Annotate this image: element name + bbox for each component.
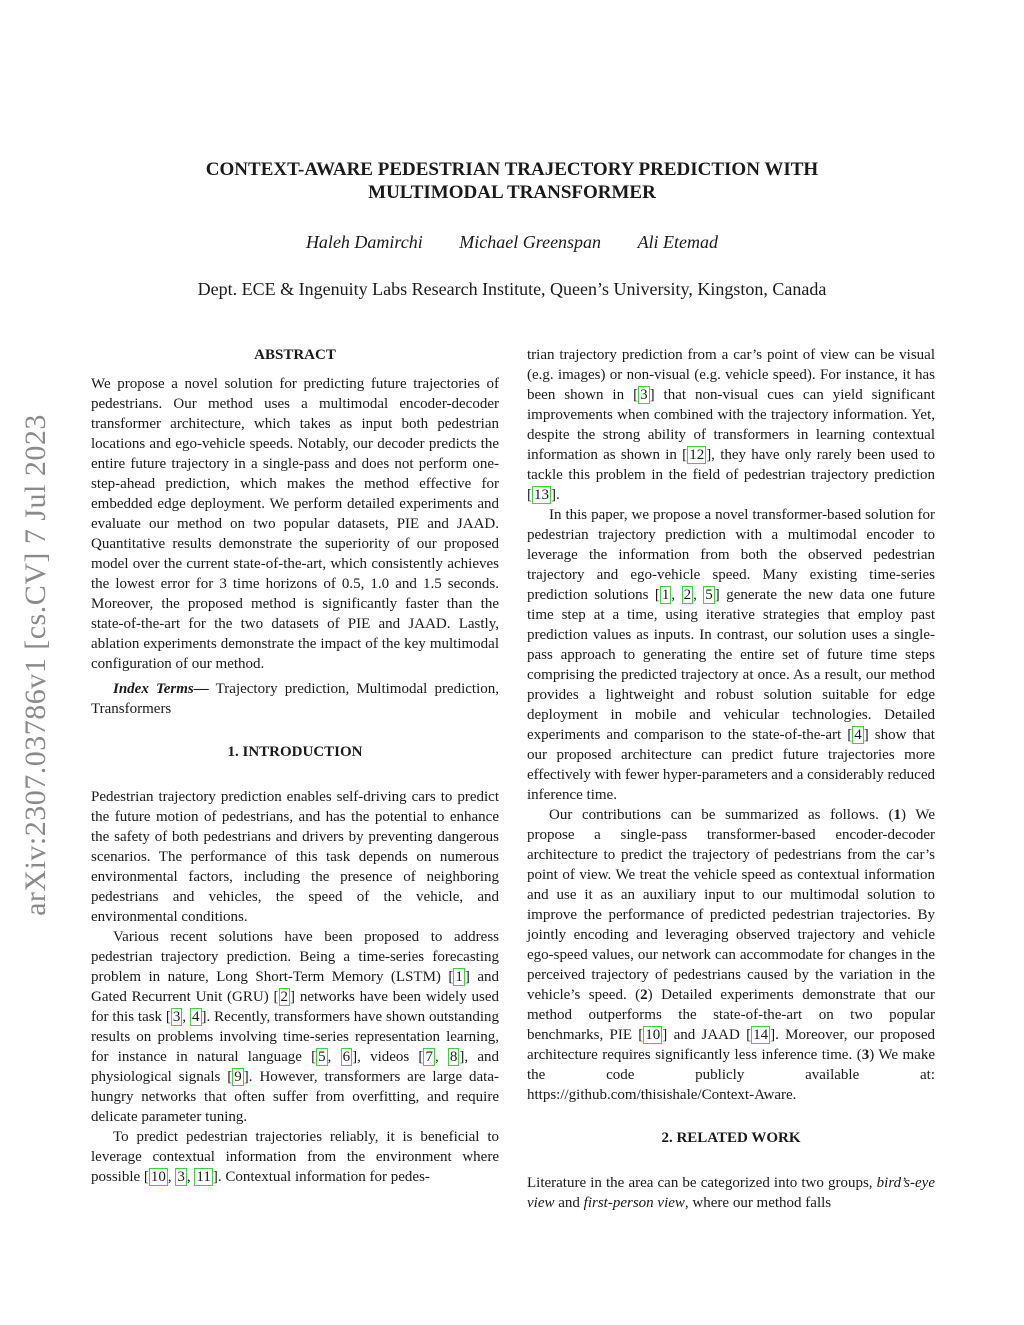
citation-link[interactable]: 3 bbox=[172, 1009, 181, 1025]
citation-link[interactable]: 11 bbox=[196, 1169, 211, 1185]
citation-link[interactable]: 4 bbox=[192, 1009, 200, 1025]
citation-link[interactable]: 9 bbox=[234, 1069, 242, 1085]
related-work-heading: 2. RELATED WORK bbox=[661, 1130, 801, 1146]
intro-paragraph-4: In this paper, we propose a novel transformer-based solution for pedestrian trajectory prediction with a multimodal encoder to leverage the information from both the observed pedestrian trajectory and ego-vehicle speed. Many existing time-series prediction solutions [ 1 , 2 , 5 ] generate the new data one future time step at a time, using iterative strategies that employ past prediction values as inputs. In contrast, our solution uses a single-pass approach to generating the entire set of future time steps comprising the predicted trajectory at once. As a result, our method provides a lightweight and robust solution suitable for edge deployment in mobile and vehicular technologies. Detailed experiments and comparison to the state-of-the-art [ 4 ] show that our proposed architecture can predict future trajectories more effectively with fewer hyper-parameters and a considerably reduced inference time. bbox=[527, 507, 936, 803]
abstract-text: We propose a novel solution for predicting future trajectories of pedestrians. Our method uses a multimodal encoder-decoder transformer architecture, which takes as input both pedestrian locations and ego-vehicle speeds. Notably, our decoder predicts the entire future trajectory in a single-pass and does not perform one-step-ahead prediction, which makes the method effective for embedded edge deployment. We perform detailed experiments and evaluate our method on two popular datasets, PIE and JAAD. Quantitative results demonstrate the superiority of our proposed model over the current state-of-the-art, which consistently achieves the lowest error for 3 time horizons of 0.5, 1.0 and 1.5 seconds. Moreover, the proposed method is significantly faster than the state-of-the-art for the two datasets of PIE and JAAD. Lastly, ablation experiments demonstrate the impact of the key multimodal configuration of our method. bbox=[91, 376, 499, 672]
author-name: Ali Etemad bbox=[637, 232, 719, 252]
index-terms bbox=[91, 679, 499, 719]
citation-link[interactable]: 4 bbox=[854, 727, 862, 743]
citation-link[interactable]: 3 bbox=[640, 387, 648, 403]
citation-link[interactable]: 7 bbox=[425, 1049, 433, 1065]
title-line-2: MULTIMODAL TRANSFORMER bbox=[368, 182, 656, 203]
citation-link[interactable]: 5 bbox=[705, 587, 713, 603]
right-column bbox=[527, 345, 935, 1213]
citation-link[interactable]: 10 bbox=[150, 1169, 166, 1185]
intro-paragraph-3-continued: trian trajectory prediction from a car’s point of view can be visual (e.g. images) or non-visual (e.g. vehicle speed). For instance, it has been shown in [ 3 ] that non-visual cues can yield significant improvements when combined with the trajectory information. Yet, despite the strong ability of transformers in learning contextual information as shown in [ 12 ], they have only rarely been used to tackle this problem in the field of pedestrian trajectory prediction [ 13 ]. bbox=[527, 347, 936, 503]
contributions-paragraph: Our contributions can be summarized as follows. (1) We propose a single-pass transformer-based encoder-decoder architecture to predict the trajectory of pedestrians from the car’s point of view. We treat the vehicle speed as contextual information and use it as an auxiliary input to our multimodal solution to improve the performance of predicted pedestrian trajectories. By jointly encoding and leveraging observed trajectory and vehicle ego-speed values, our network can accommodate for changes in the perceived trajectory of pedestrians caused by the variation in the vehicle’s speed. (2) Detailed experiments demonstrate that our method outperforms the state-of-the-art on two popular benchmarks, PIE [ 10 ] and JAAD [ 14 ]. Moreover, our proposed architecture requires significantly less inference time. (3) We make the code publicly available at: https://github.com/thisishale/Context-Aware. bbox=[527, 807, 936, 1103]
citation-link[interactable]: 3 bbox=[177, 1169, 185, 1185]
abstract-heading: ABSTRACT bbox=[254, 347, 336, 363]
index-terms-label: Index Terms— bbox=[113, 681, 209, 697]
related-work-paragraph-1: Literature in the area can be categorized into two groups, bird’s-eye view and first-person view, where our method falls bbox=[527, 1175, 935, 1211]
index-terms-text: Trajectory prediction, Multimodal prediction, Transformers bbox=[91, 681, 500, 717]
arxiv-identifier-stamp bbox=[14, 372, 58, 958]
citation-link[interactable]: 6 bbox=[342, 1049, 351, 1065]
author-name: Michael Greenspan bbox=[459, 232, 602, 252]
intro-paragraph-1: Pedestrian trajectory prediction enables self-driving cars to predict the future motion of pedestrians, and has the potential to enhance the safety of both pedestrians and drivers by preventing dangerous scenarios. The performance of this task depends on numerous environmental factors, including the presence of neighboring pedestrians and vehicles, the speed of the vehicle, and environmental conditions. bbox=[91, 789, 499, 925]
citation-link[interactable]: 5 bbox=[318, 1049, 326, 1065]
citation-link[interactable]: 14 bbox=[753, 1027, 769, 1043]
citation-link[interactable]: 8 bbox=[449, 1049, 458, 1065]
intro-paragraph-2: Various recent solutions have been proposed to address pedestrian trajectory prediction. Being a time-series forecasting problem in nature, Long Short-Term Memory (LSTM) [ 1 ] and Gated Recurrent Unit (GRU) [ 2 ] networks have been widely used for this task [ 3 , 4 ]. Recently, transformers have shown outstanding results on problems involving time-series representation learning, for instance in natural language [ 5 , 6 ], videos [ 7 , 8 ], and physiological signals [ 9 ]. However, transformers are large data-hungry networks that often suffer from overfitting, and require delicate parameter tuning. bbox=[91, 929, 500, 1125]
citation-link[interactable]: 2 bbox=[280, 989, 289, 1005]
citation-link[interactable]: 1 bbox=[661, 587, 670, 603]
intro-paragraph-3: To predict pedestrian trajectories reliably, it is beneficial to leverage contextual information from the environment where possible [ 10 , 3 , 11 ]. Contextual information for pedes- bbox=[91, 1129, 499, 1185]
citation-link[interactable]: 2 bbox=[683, 587, 692, 603]
affiliation: Dept. ECE & Ingenuity Labs Research Institute, Queen’s University, Kingston, Canada bbox=[197, 279, 827, 299]
left-column bbox=[91, 345, 499, 1187]
introduction-heading: 1. INTRODUCTION bbox=[227, 744, 363, 760]
title-line-1: CONTEXT-AWARE PEDESTRIAN TRAJECTORY PREDICTION WITH bbox=[205, 159, 819, 180]
citation-link[interactable]: 12 bbox=[689, 447, 705, 463]
citation-link[interactable]: 10 bbox=[645, 1027, 661, 1043]
author-list bbox=[140, 232, 884, 253]
arxiv-stamp-text: arXiv:2307.03786v1 [cs.CV] 7 Jul 2023 bbox=[19, 414, 52, 916]
author-name: Haleh Damirchi bbox=[305, 232, 423, 252]
paper-title bbox=[140, 158, 884, 204]
citation-link[interactable]: 13 bbox=[534, 487, 549, 503]
citation-link[interactable]: 1 bbox=[455, 969, 463, 985]
